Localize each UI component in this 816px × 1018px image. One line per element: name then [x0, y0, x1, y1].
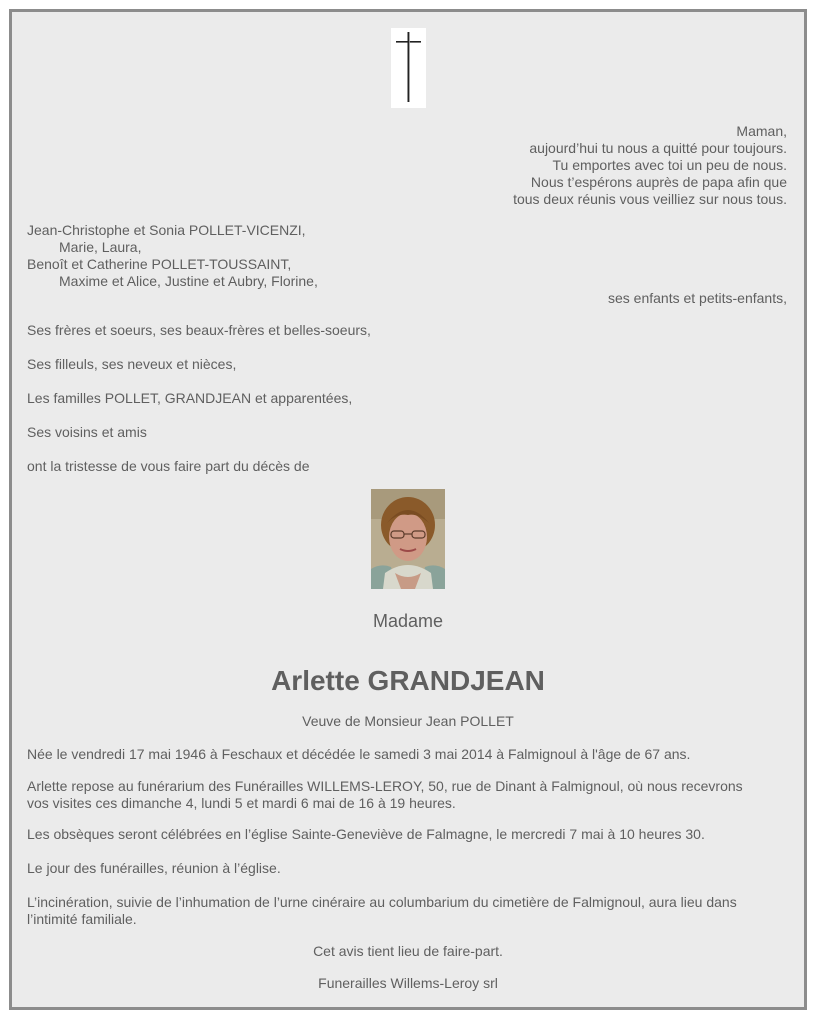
poem-line: Nous t’espérons auprès de papa afin que — [530, 174, 787, 190]
visitation-line: vos visites ces dimanche 4, lundi 5 et mardi 6 mai de 16 à 19 heures. — [27, 795, 456, 811]
honorific: Madame — [372, 611, 444, 631]
relatives-line: Ses voisins et amis — [27, 424, 147, 440]
family-line: Maxime et Alice, Justine et Aubry, Florine, — [59, 273, 318, 289]
poem-line: tous deux réunis vous veilliez sur nous tous. — [513, 191, 787, 207]
gathering-info: Le jour des funérailles, réunion à l’église. — [27, 860, 281, 876]
relatives-line: Ses filleuls, ses neveux et nièces, — [27, 356, 237, 372]
deceased-name: Arlette GRANDJEAN — [271, 665, 545, 696]
family-relation: ses enfants et petits-enfants, — [608, 290, 787, 306]
relatives-line: Ses frères et soeurs, ses beaux-frères et belles-soeurs, — [27, 322, 371, 338]
family-line: Benoît et Catherine POLLET-TOUSSAINT, — [27, 256, 292, 272]
poem-line: aujourd’hui tu nous a quitté pour toujours. — [529, 140, 787, 156]
cross-icon — [391, 28, 426, 108]
widow-of: Veuve de Monsieur Jean POLLET — [302, 713, 514, 729]
poem-line: Tu emportes avec toi un peu de nous. — [552, 157, 787, 173]
birth-death: Née le vendredi 17 mai 1946 à Feschaux et décédée le samedi 3 mai 2014 à Falmignoul à l'âge de 67 ans. — [27, 746, 691, 762]
death-notice — [9, 9, 807, 1010]
relatives-line: Les familles POLLET, GRANDJEAN et apparentées, — [27, 390, 353, 406]
cremation-line: L’incinération, suivie de l’inhumation de l’urne cinéraire au columbarium du cimetière de Falmignoul, aura lieu dans — [27, 894, 737, 910]
portrait-photo — [371, 489, 445, 589]
company-name: Funerailles Willems-Leroy srl — [318, 975, 498, 991]
poem-line: Maman, — [736, 123, 787, 139]
family-line: Marie, Laura, — [59, 239, 142, 255]
notice-text: Cet avis tient lieu de faire-part. — [313, 943, 503, 959]
funeral-info: Les obsèques seront célébrées en l’église Sainte-Geneviève de Falmagne, le mercredi 7 mai à 10 heures 30. — [27, 826, 705, 842]
cremation-line: l’intimité familiale. — [27, 911, 137, 927]
family-line: Jean-Christophe et Sonia POLLET-VICENZI, — [27, 222, 306, 238]
announcement-line: ont la tristesse de vous faire part du décès de — [27, 458, 310, 474]
visitation-line: Arlette repose au funérarium des Funérailles WILLEMS-LEROY, 50, rue de Dinant à Falmignoul, où nous recevrons — [27, 778, 743, 794]
